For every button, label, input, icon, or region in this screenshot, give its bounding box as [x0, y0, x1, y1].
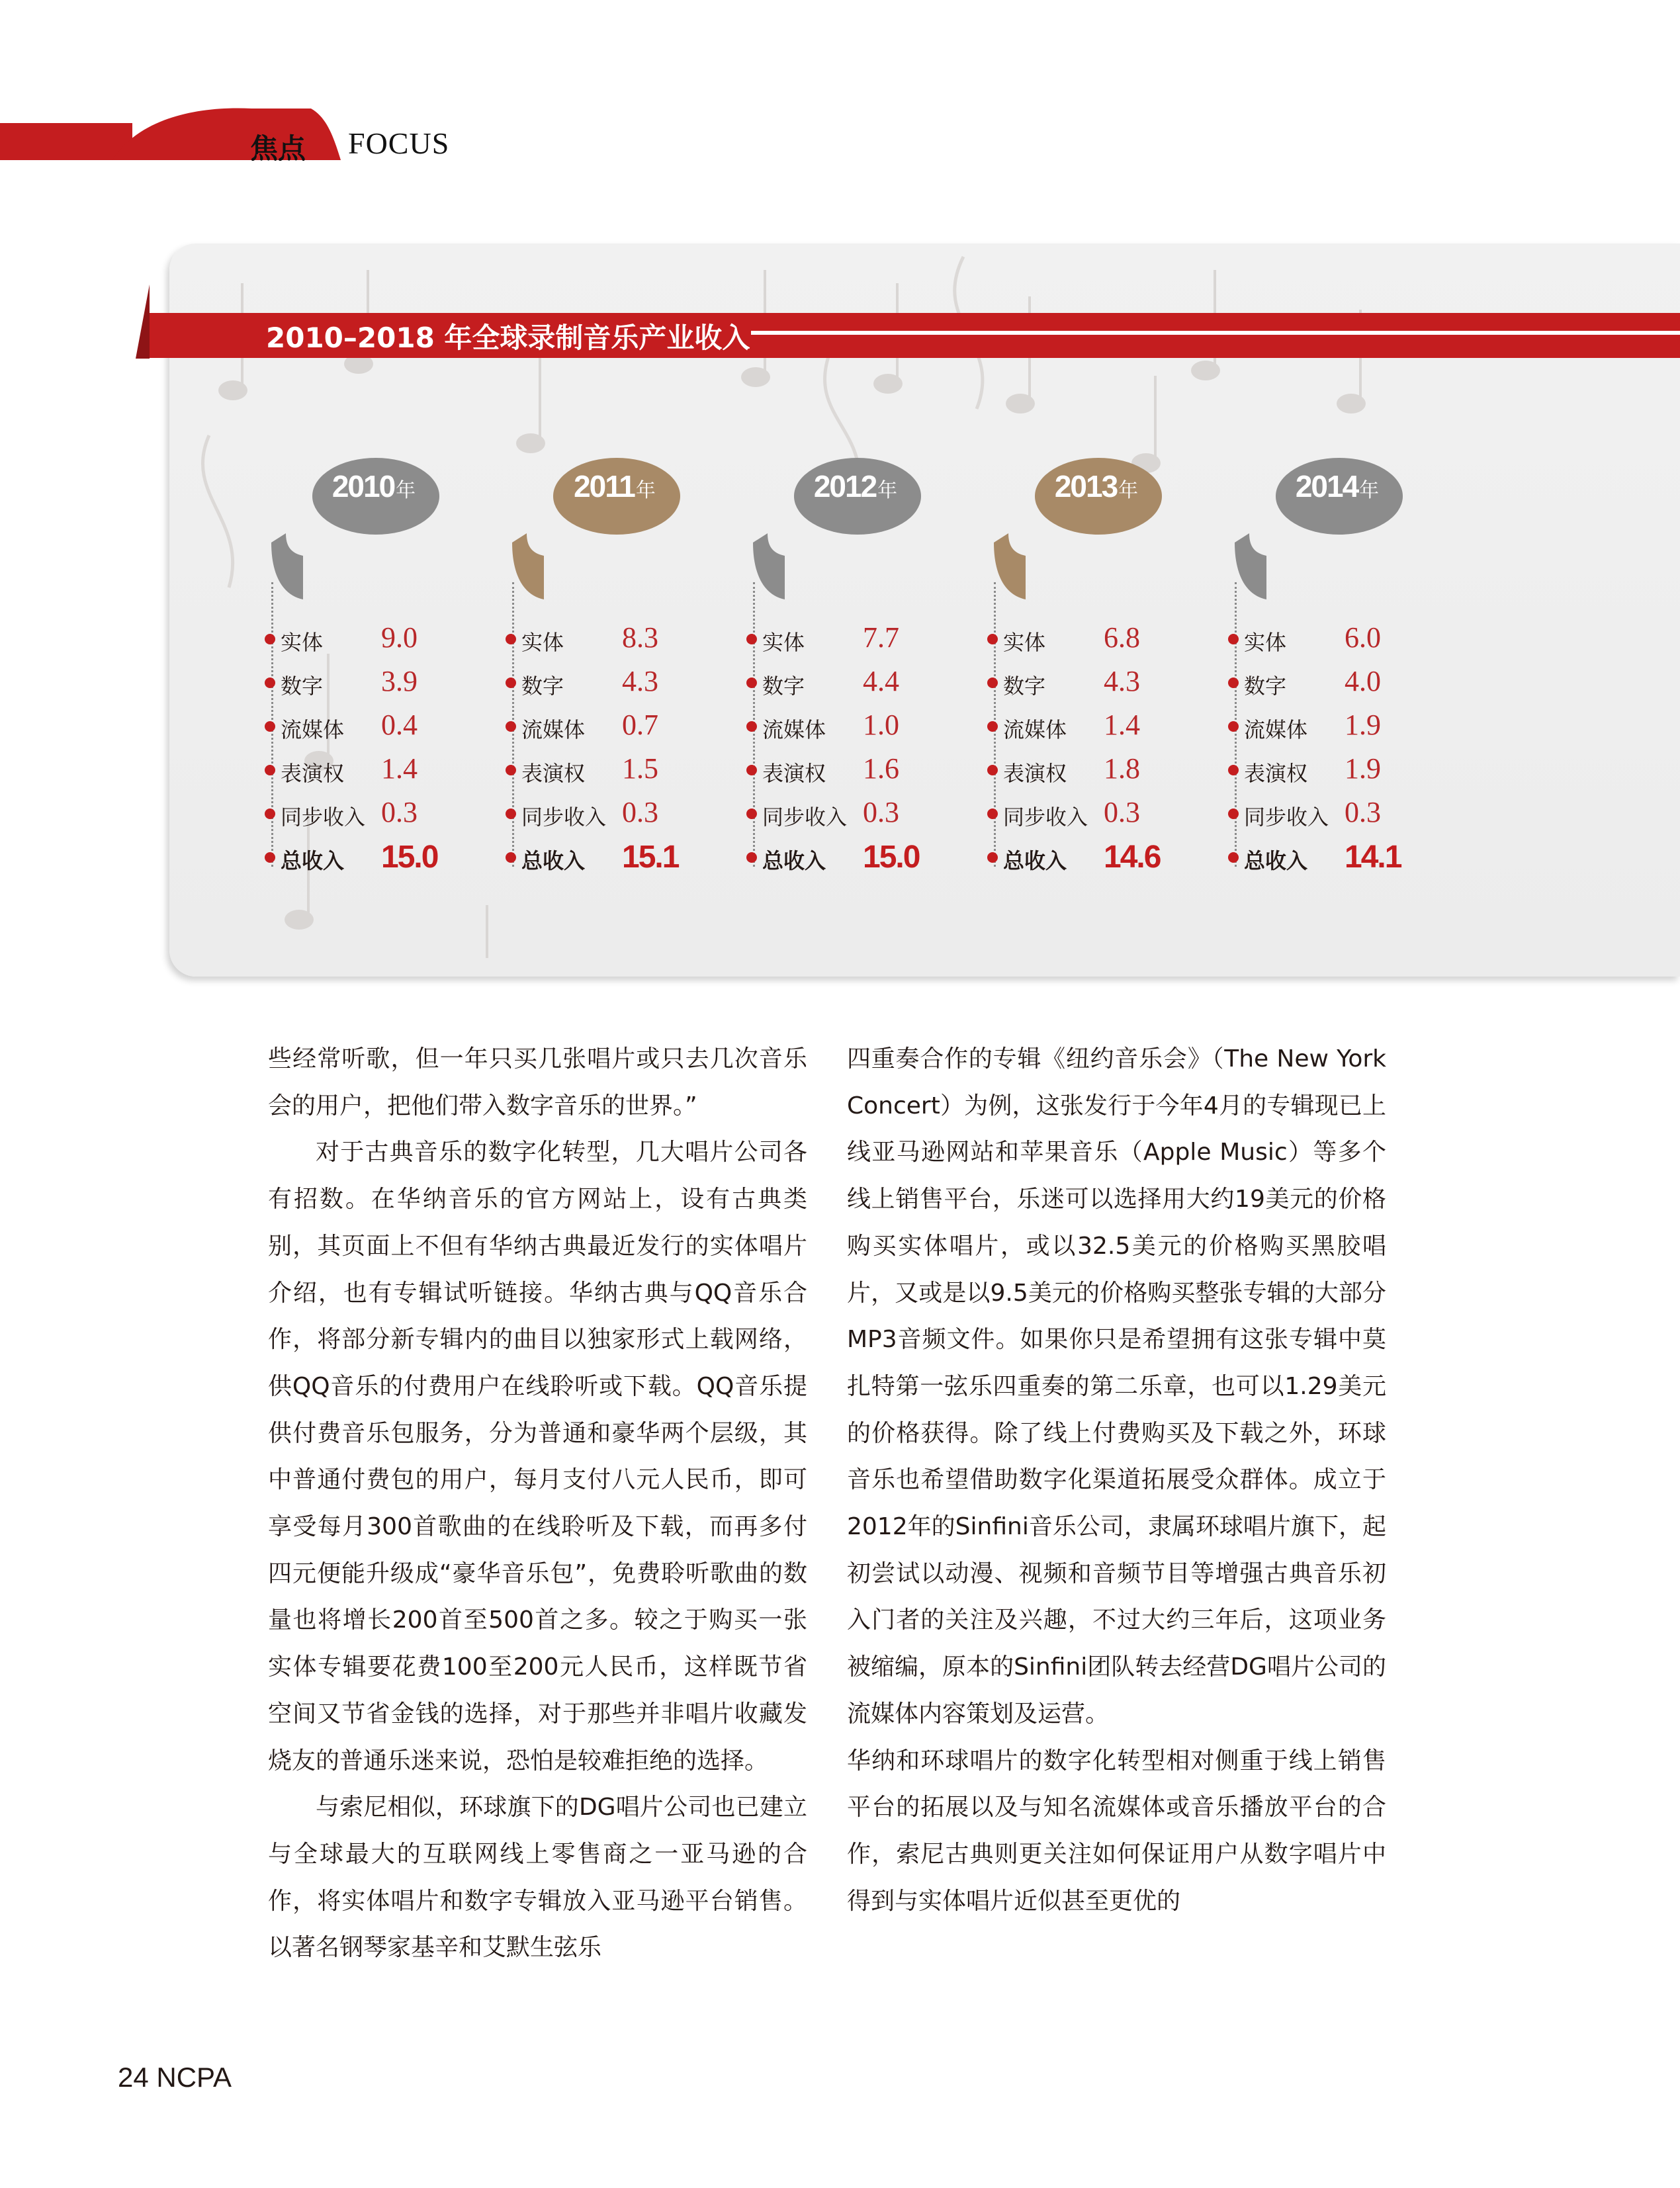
row-total: 总收入 15.0	[746, 836, 985, 880]
row-sync: 同步收入 0.3	[746, 793, 985, 836]
row-sync: 同步收入 0.3	[506, 793, 744, 836]
paragraph: 些经常听歌，但一年只买几张唱片或只去几次音乐会的用户，把他们带入数字音乐的世界。”	[268, 1045, 807, 1119]
paragraph: 与索尼相似，环球旗下的DG唱片公司也已建立与全球最大的互联网线上零售商之一亚马逊的合作，将实体唱片和数字专辑放入亚马逊平台销售。以著名钢琴家基辛和艾默生弦乐	[268, 1794, 807, 1962]
row-total: 总收入 15.0	[265, 836, 503, 880]
magazine-name: NCPA	[156, 2062, 232, 2093]
row-physical: 实体 8.3	[506, 618, 744, 662]
row-digital: 数字 4.3	[987, 662, 1225, 705]
year-column-2014	[1235, 457, 1473, 887]
row-digital: 数字 3.9	[265, 662, 503, 705]
title-white-line	[751, 331, 1680, 335]
year-label: 2013年	[1054, 469, 1139, 503]
row-digital: 数字 4.4	[746, 662, 985, 705]
year-column-2013	[994, 457, 1232, 887]
paragraph: 四重奏合作的专辑《纽约音乐会》（The New York Concert）为例，这张发行于今年4月的专辑现已上线亚马逊网站和苹果音乐（Apple Music）等多个线上销售平台，乐迷可以选择用大约19美元的价格购买实体唱片，或以32.5美元的价格购买黑胶唱片，又或是以9.5美元的价格购买整张专辑的大部分MP3音频文件。如果你只是希望拥有这张专辑中莫扎特第一弦乐四重奏的第二乐章，也可以1.29美元的价格获得。除了线上付费购买及下载之外，环球音乐也希望借助数字化渠道拓展受众群体。成立于2012年的Sinfini音乐公司，隶属环球唱片旗下，起初尝试以动漫、视频和音频节目等增强古典音乐初入门者的关注及兴趣，不过大约三年后，这项业务被缩编，原本的Sinfini团队转去经营DG唱片公司的流媒体内容策划及运营。	[847, 1045, 1386, 1728]
paragraph: 华纳和环球唱片的数字化转型相对侧重于线上销售平台的拓展以及与知名流媒体或音乐播放平台的合作，索尼古典则更关注如何保证用户从数字唱片中得到与实体唱片近似甚至更优的	[847, 1747, 1386, 1915]
row-performance-rights: 表演权 1.8	[987, 749, 1225, 793]
row-sync: 同步收入 0.3	[265, 793, 503, 836]
row-streaming: 流媒体 0.4	[265, 705, 503, 749]
row-digital: 数字 4.0	[1228, 662, 1466, 705]
paragraph: 对于古典音乐的数字化转型，几大唱片公司各有招数。在华纳音乐的官方网站上，设有古典类别，其页面上不但有华纳古典最近发行的实体唱片介绍，也有专辑试听链接。华纳古典与QQ音乐合作，将部分新专辑内的曲目以独家形式上载网络，供QQ音乐的付费用户在线聆听或下载。QQ音乐提供付费音乐包服务，分为普通和豪华两个层级，其中普通付费包的用户，每月支付八元人民币，即可享受每月300首歌曲的在线聆听及下载，而再多付四元便能升级成“豪华音乐包”，免费聆听歌曲的数量也将增长200首至500首之多。较之于购买一张实体专辑要花费100至200元人民币，这样既节省空间又节省金钱的选择，对于那些并非唱片收藏发烧友的普通乐迷来说，恐怕是较难拒绝的选择。	[268, 1139, 807, 1774]
year-column-2012	[753, 457, 991, 887]
row-performance-rights: 表演权 1.6	[746, 749, 985, 793]
year-label: 2010年	[332, 469, 416, 503]
row-sync: 同步收入 0.3	[987, 793, 1225, 836]
year-label: 2014年	[1295, 469, 1380, 503]
year-column-2010	[271, 457, 509, 887]
row-streaming: 流媒体 1.9	[1228, 705, 1466, 749]
row-streaming: 流媒体 0.7	[506, 705, 744, 749]
row-performance-rights: 表演权 1.9	[1228, 749, 1466, 793]
row-total: 总收入 14.1	[1228, 836, 1466, 880]
header-arc-shape	[0, 0, 371, 165]
article-right-column	[847, 1036, 1386, 1925]
year-column-2011	[512, 457, 750, 887]
row-physical: 实体 6.0	[1228, 618, 1466, 662]
row-physical: 实体 9.0	[265, 618, 503, 662]
infographic-title: 2010–2018 年全球录制音乐产业收入	[266, 322, 750, 354]
year-label: 2011年	[574, 469, 656, 503]
row-streaming: 流媒体 1.0	[746, 705, 985, 749]
row-performance-rights: 表演权 1.5	[506, 749, 744, 793]
row-total: 总收入 15.1	[506, 836, 744, 880]
row-sync: 同步收入 0.3	[1228, 793, 1466, 836]
row-physical: 实体 7.7	[746, 618, 985, 662]
section-label-en: FOCUS	[348, 126, 450, 160]
row-streaming: 流媒体 1.4	[987, 705, 1225, 749]
year-label: 2012年	[813, 469, 898, 503]
row-physical: 实体 6.8	[987, 618, 1225, 662]
page-footer	[118, 2062, 232, 2093]
section-label-cn: 焦点	[250, 132, 306, 165]
page-number: 24	[118, 2062, 149, 2093]
article-left-column	[268, 1036, 807, 1972]
row-performance-rights: 表演权 1.4	[265, 749, 503, 793]
row-digital: 数字 4.3	[506, 662, 744, 705]
row-total: 总收入 14.6	[987, 836, 1225, 880]
